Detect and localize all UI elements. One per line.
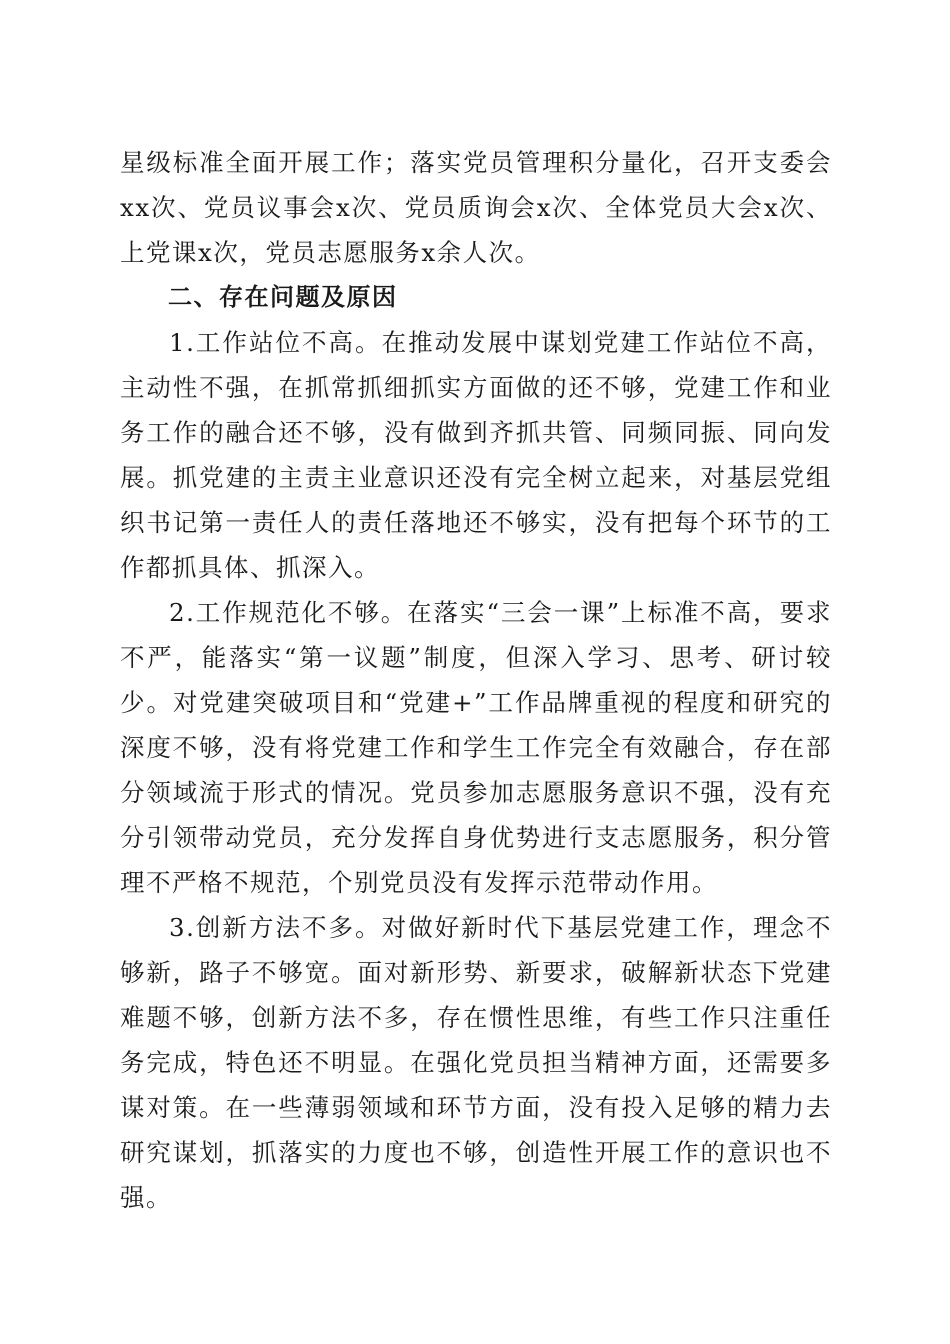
intro-paragraph: 星级标准全面开展工作；落实党员管理积分量化，召开支委会xx次、党员议事会x次、党员质询会x次、全体党员大会x次、上党课x次，党员志愿服务x余人次。 bbox=[120, 148, 832, 267]
paragraph-2: 2.工作规范化不够。在落实“三会一课”上标准不高，要求不严，能落实“第一议题”制度，但深入学习、思考、研讨较少。对党建突破项目和“党建+”工作品牌重视的程度和研究的深度不够，没有将党建工作和学生工作完全有效融合，存在部分领域流于形式的情况。党员参加志愿服务意识不强，没有充分引领带动党员，充分发挥自身优势进行支志愿服务，积分管理不严格不规范，个别党员没有发挥示范带动作用。 bbox=[120, 598, 832, 897]
document-body bbox=[120, 140, 832, 1220]
section-heading: 二、存在问题及原因 bbox=[168, 283, 398, 311]
paragraph-3: 3.创新方法不多。对做好新时代下基层党建工作，理念不够新，路子不够宽。面对新形势、新要求，破解新状态下党建难题不够，创新方法不多，存在惯性思维，有些工作只注重任务完成，特色还不明显。在强化党员担当精神方面，还需要多谋对策。在一些薄弱领域和环节方面，没有投入足够的精力去研究谋划，抓落实的力度也不够，创造性开展工作的意识也不强。 bbox=[120, 913, 832, 1212]
paragraph-1: 1.工作站位不高。在推动发展中谋划党建工作站位不高，主动性不强，在抓常抓细抓实方面做的还不够，党建工作和业务工作的融合还不够，没有做到齐抓共管、同频同振、同向发展。抓党建的主责主业意识还没有完全树立起来，对基层党组织书记第一责任人的责任落地还不够实，没有把每个环节的工作都抓具体、抓深入。 bbox=[120, 328, 832, 582]
